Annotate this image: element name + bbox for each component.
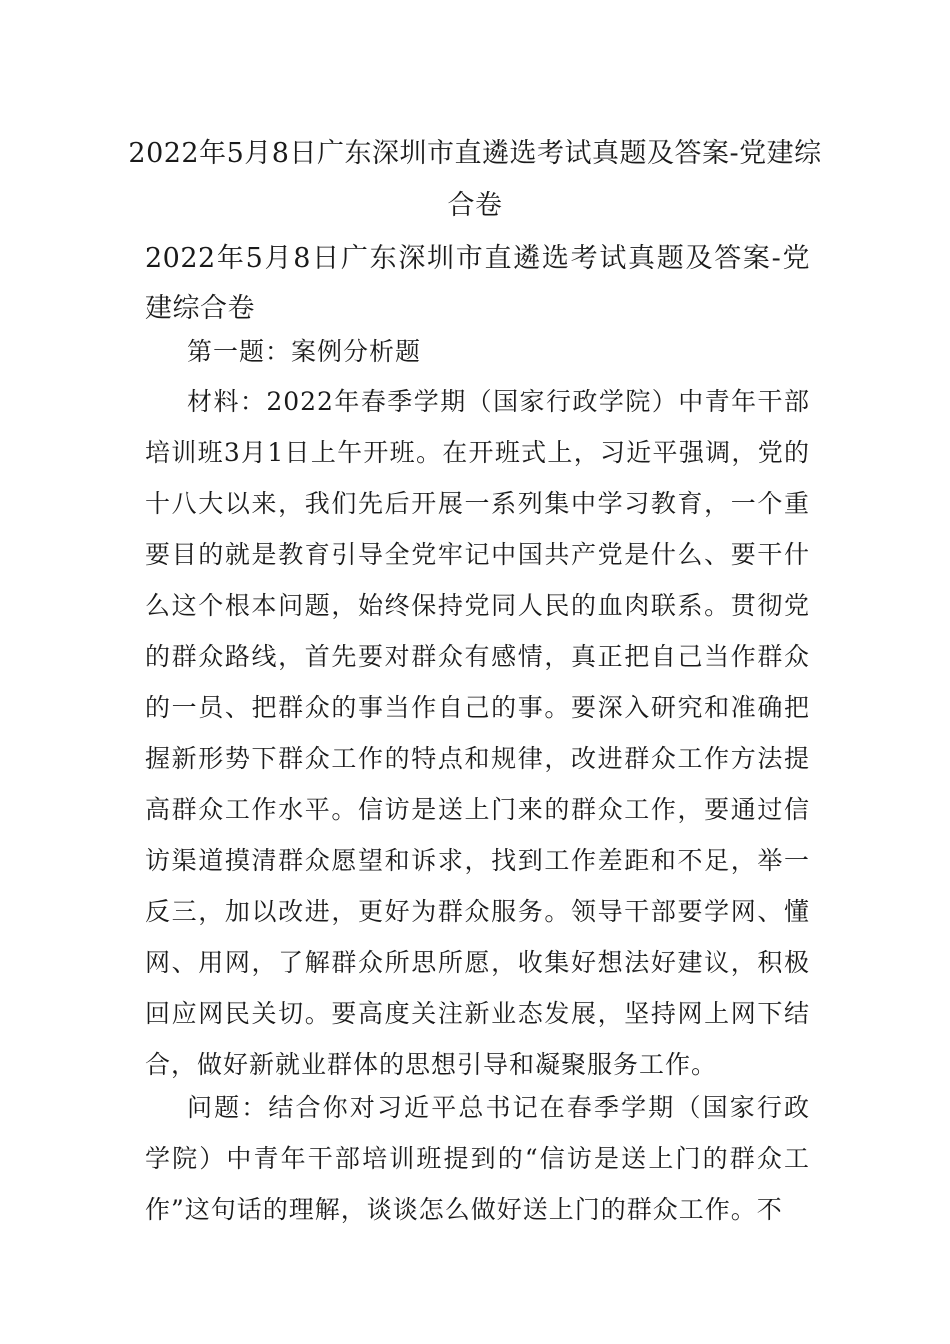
document-title: 2022年5月8日广东深圳市直遴选考试真题及答案-党建综合卷 xyxy=(128,138,822,221)
material-paragraph: 材料：2022年春季学期（国家行政学院）中青年干部培训班3月1日上午开班。在开班式上，习近平强调，党的十八大以来，我们先后开展一系列集中学习教育，一个重要目的就是教育引导全党牢记中国共产党是什么、要干什么这个根本问题，始终保持党同人民的血肉联系。贯彻党的群众路线，首先要对群众有感情，真正把自己当作群众的一员、把群众的事当作自己的事。要深入研究和准确把握新形势下群众工作的特点和规律，改进群众工作方法提高群众工作水平。信访是送上门来的群众工作，要通过信访渠道摸清群众愿望和诉求，找到工作差距和不足，举一反三，加以改进，更好为群众服务。领导干部要学网、懂网、用网，了解群众所思所愿，收集好想法好建议，积极回应网民关切。要高度关注新业态发展，坚持网上网下结合，做好新就业群体的思想引导和凝聚服务工作。 xyxy=(145,387,810,1079)
section-heading: 第一题：案例分析题 xyxy=(187,337,422,366)
document-subtitle: 2022年5月8日广东深圳市直遴选考试真题及答案-党建综合卷 xyxy=(145,243,810,324)
question-paragraph: 问题：结合你对习近平总书记在春季学期（国家行政学院）中青年干部培训班提到的“信访是送上门的群众工作”这句话的理解，谈谈怎么做好送上门的群众工作。不 xyxy=(145,1093,810,1224)
